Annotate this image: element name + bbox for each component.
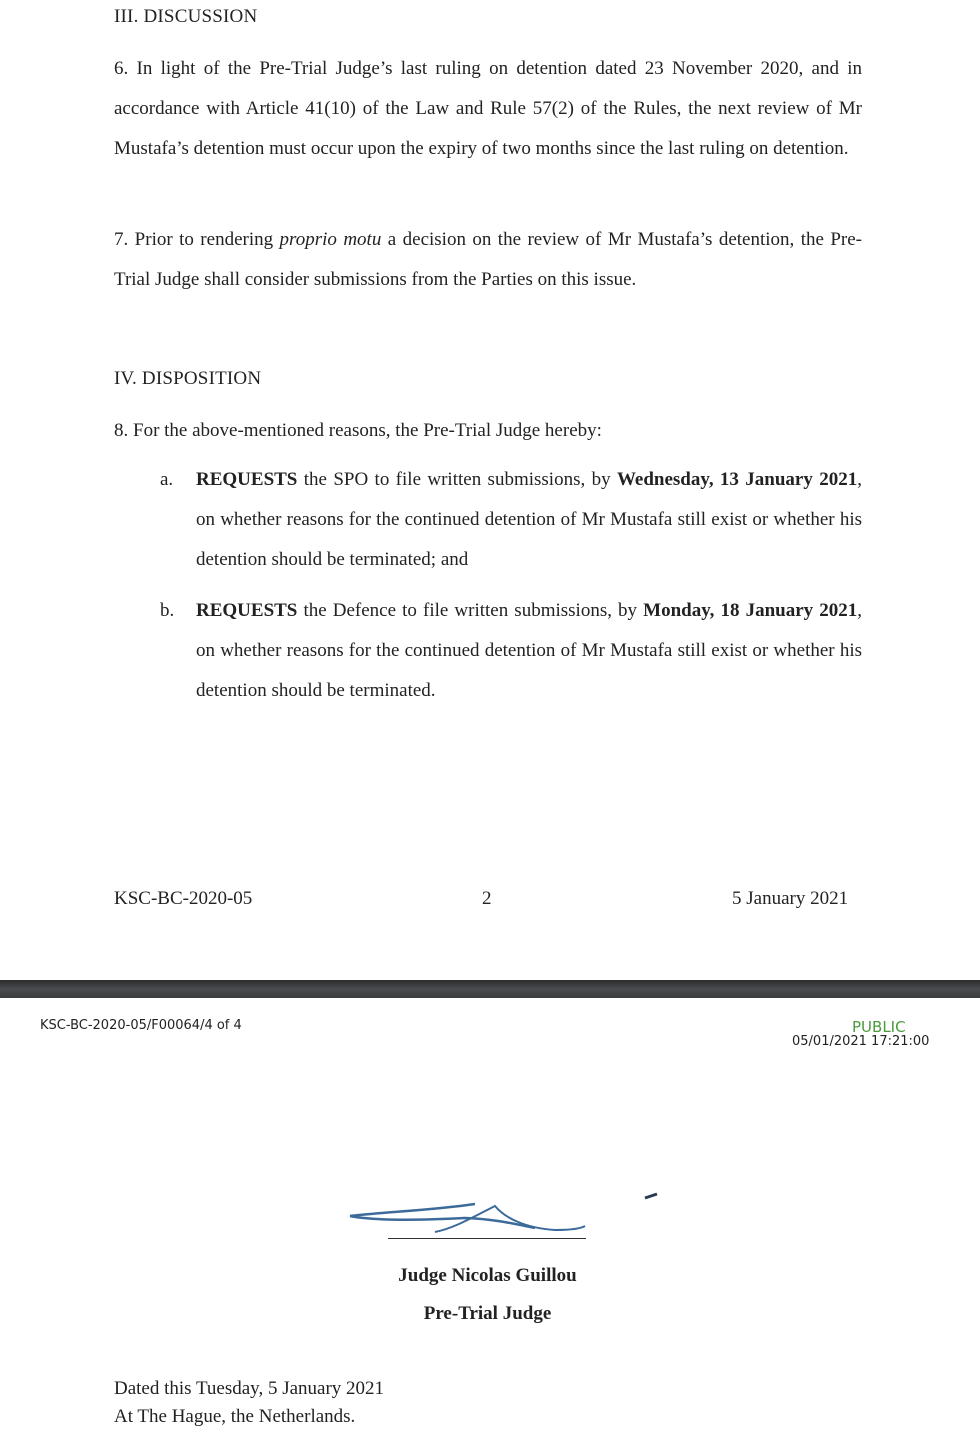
para7-after: a decision on the review of Mr Mustafa’s detention, the Pre-Trial Judge shall consider submissions from the Parties on this issue. <box>114 229 862 290</box>
document-page-signature <box>0 998 980 1447</box>
item-verb: REQUESTS <box>196 600 298 621</box>
place-line: At The Hague, the Netherlands. <box>114 1406 356 1427</box>
disposition-item-a <box>160 460 862 580</box>
disposition-item-b <box>160 591 862 711</box>
item-text: , on whether reasons for the continued detention of Mr Mustafa still exist or whether his detention should be terminated. <box>196 600 862 701</box>
para7-italic: proprio motu <box>279 229 382 250</box>
classification-label: PUBLIC <box>852 1018 906 1036</box>
signatory-role: Pre-Trial Judge <box>423 1303 552 1324</box>
signature-image <box>345 1188 665 1248</box>
item-marker: a. <box>160 469 174 490</box>
filing-timestamp: 05/01/2021 17:21:00 <box>792 1034 930 1049</box>
item-text: the Defence to file written submissions, by <box>297 600 644 621</box>
item-verb: REQUESTS <box>196 469 298 490</box>
document-reference: KSC-BC-2020-05/F00064/4 of 4 <box>40 1018 242 1033</box>
item-deadline: Wednesday, 13 January 2021 <box>616 469 858 490</box>
discussion-heading: III. DISCUSSION <box>114 6 258 27</box>
item-text: the SPO to file written submissions, by <box>297 469 617 490</box>
footer-case-number: KSC-BC-2020-05 <box>114 888 253 909</box>
item-deadline: Monday, 18 January 2021 <box>643 600 858 621</box>
para7-before: 7. Prior to rendering <box>114 229 280 250</box>
item-text: , on whether reasons for the continued detention of Mr Mustafa still exist or whether his detention should be terminated; and <box>196 469 862 570</box>
dated-line: Dated this Tuesday, 5 January 2021 <box>114 1378 385 1399</box>
item-marker: b. <box>160 600 175 621</box>
footer-date: 5 January 2021 <box>732 888 849 909</box>
signature-line <box>388 1238 586 1239</box>
footer-page-number: 2 <box>482 888 492 909</box>
signatory-name: Judge Nicolas Guillou <box>398 1265 577 1286</box>
disposition-heading: IV. DISPOSITION <box>114 368 262 389</box>
page-separator <box>0 980 980 998</box>
paragraph-6: 6. In light of the Pre-Trial Judge’s last ruling on detention dated 23 November 2020, and in accordance with Article 41(10) of the Law and Rule 57(2) of the Rules, the next review of Mr Mustafa’s detention must occur upon the expiry of two months since the last ruling on detention. <box>114 58 862 159</box>
paragraph-8: 8. For the above-mentioned reasons, the Pre-Trial Judge hereby: <box>114 420 602 441</box>
paragraph-7 <box>114 220 862 300</box>
